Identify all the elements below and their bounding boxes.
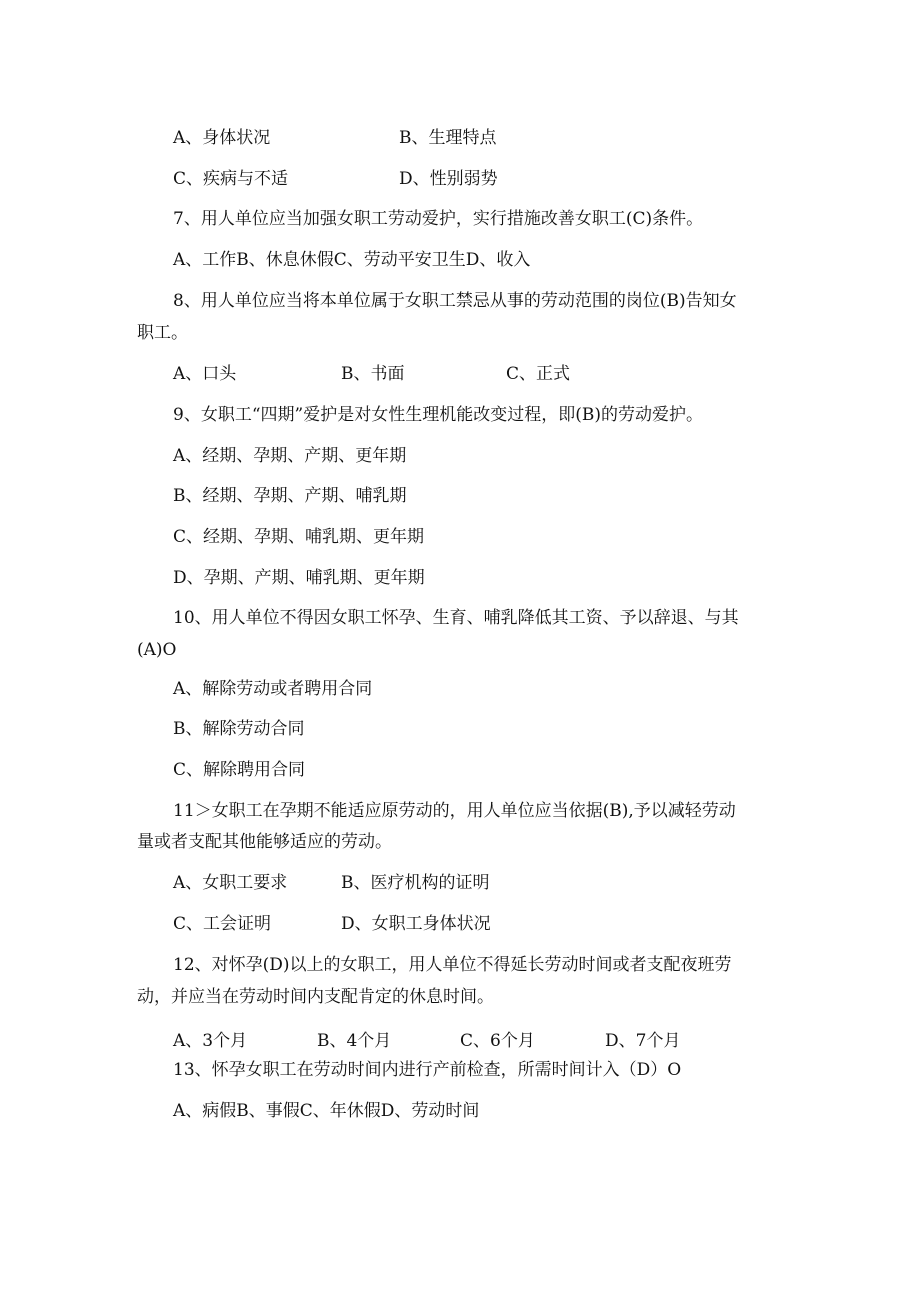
q6-options-row2	[173, 169, 498, 189]
q9-question: 9、女职工“四期”爱护是对女性生理机能改变过程，即(B)的劳动爱护。	[173, 405, 703, 425]
q12-option-c: C、6个月	[460, 1031, 535, 1051]
q12-option-d: D、7个月	[605, 1031, 681, 1051]
q6-option-d: D、性别弱势	[399, 169, 498, 189]
q9-option-a: A、经期、孕期、产期、更年期	[173, 446, 407, 466]
q6-option-a: A、身体状况	[173, 128, 271, 148]
q11-option-d: D、女职工身体状况	[341, 914, 491, 934]
q13-question: 13、怀孕女职工在劳动时间内进行产前检查，所需时间计入（D）O	[173, 1060, 682, 1080]
q8-option-c: C、正式	[506, 364, 571, 384]
q10-question-line1: 10、用人单位不得因女职工怀孕、生育、哺乳降低其工资、予以辞退、与其	[173, 608, 739, 628]
q13-options: A、病假B、事假C、年休假D、劳动时间	[173, 1101, 480, 1121]
q7-question: 7、用人单位应当加强女职工劳动爱护，实行措施改善女职工(C)条件。	[173, 209, 704, 229]
q9-option-b: B、经期、孕期、产期、哺乳期	[173, 486, 407, 506]
q11-question-line2: 量或者支配其他能够适应的劳动。	[137, 832, 392, 852]
q10-option-a: A、解除劳动或者聘用合同	[173, 679, 373, 699]
q8-question-line2: 职工。	[137, 323, 188, 343]
q8-option-b: B、书面	[341, 364, 405, 384]
q9-option-c: C、经期、孕期、哺乳期、更年期	[173, 527, 425, 547]
q7-options: A、工作B、休息休假C、劳动平安卫生D、收入	[173, 250, 531, 270]
q10-option-c: C、解除聘用合同	[173, 760, 306, 780]
q10-question-line2: (A)O	[137, 640, 177, 660]
q12-question-line2: 动，并应当在劳动时间内支配肯定的休息时间。	[137, 987, 494, 1007]
q11-question-line1: 11＞女职工在孕期不能适应原劳动的，用人单位应当依据(B),予以减轻劳动	[173, 801, 736, 821]
q12-question-line1: 12、对怀孕(D)以上的女职工，用人单位不得延长劳动时间或者支配夜班劳	[173, 955, 732, 975]
q11-options-row1	[173, 873, 490, 893]
q6-option-b: B、生理特点	[399, 128, 497, 148]
q10-option-b: B、解除劳动合同	[173, 719, 305, 739]
q11-option-b: B、医疗机构的证明	[341, 873, 490, 893]
q12-option-b: B、4个月	[317, 1031, 392, 1051]
q12-options	[173, 1031, 680, 1051]
q11-options-row2	[173, 914, 491, 934]
q8-options	[173, 364, 570, 384]
q11-option-a: A、女职工要求	[173, 873, 288, 893]
q11-option-c: C、工会证明	[173, 914, 272, 934]
q6-option-c: C、疾病与不适	[173, 169, 289, 189]
q8-question-line1: 8、用人单位应当将本单位属于女职工禁忌从事的劳动范围的岗位(B)告知女	[173, 291, 737, 311]
q9-option-d: D、孕期、产期、哺乳期、更年期	[173, 568, 425, 588]
q6-options-row1	[173, 128, 497, 148]
q12-option-a: A、3个月	[173, 1031, 248, 1051]
q8-option-a: A、口头	[173, 364, 237, 384]
